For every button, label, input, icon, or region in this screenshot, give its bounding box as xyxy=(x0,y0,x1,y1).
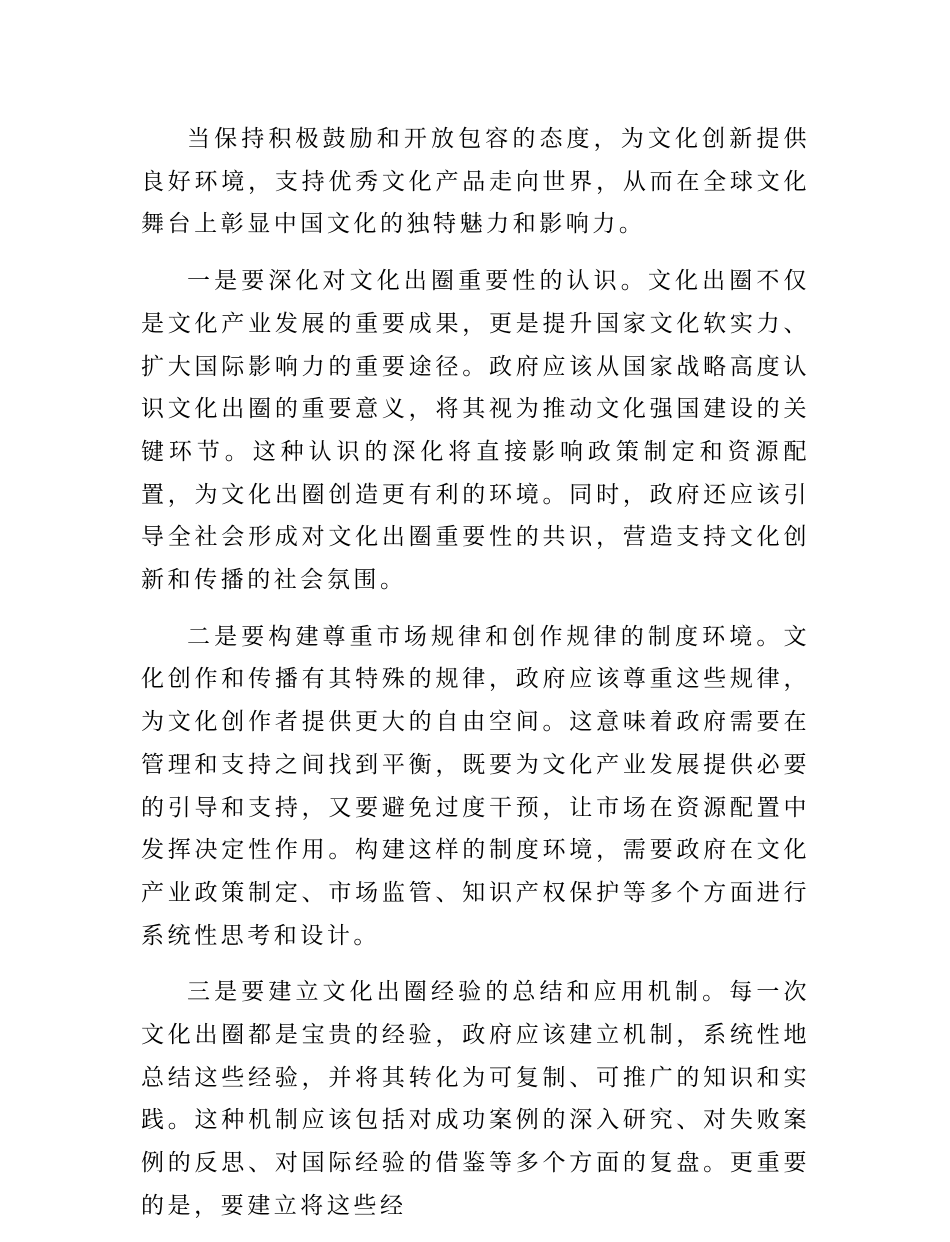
paragraph-point-one: 一是要深化对文化出圈重要性的认识。文化出圈不仅是文化产业发展的重要成果，更是提升国家文化软实力、扩大国际影响力的重要途径。政府应该从国家战略高度认识文化出圈的重要意义，将其视为推动文化强国建设的关键环节。这种认识的深化将直接影响政策制定和资源配置，为文化出圈创造更有利的环境。同时，政府还应该引导全社会形成对文化出圈重要性的共识，营造支持文化创新和传播的社会氛围。 xyxy=(141,268,810,594)
paragraph-point-three: 三是要建立文化出圈经验的总结和应用机制。每一次文化出圈都是宝贵的经验，政府应该建立机制，系统性地总结这些经验，并将其转化为可复制、可推广的知识和实践。这种机制应该包括对成功案例的深入研究、对失败案例的反思、对国际经验的借鉴等多个方面的复盘。更重要的是，要建立将这些经 xyxy=(141,979,810,1219)
paragraph-continuation: 当保持积极鼓励和开放包容的态度，为文化创新提供良好环境，支持优秀文化产品走向世界，从而在全球文化舞台上彰显中国文化的独特魅力和影响力。 xyxy=(141,126,810,238)
paragraph-point-two: 二是要构建尊重市场规律和创作规律的制度环境。文化创作和传播有其特殊的规律，政府应该尊重这些规律，为文化创作者提供更大的自由空间。这意味着政府需要在管理和支持之间找到平衡，既要为文化产业发展提供必要的引导和支持，又要避免过度干预，让市场在资源配置中发挥决定性作用。构建这样的制度环境，需要政府在文化产业政策制定、市场监管、知识产权保护等多个方面进行系统性思考和设计。 xyxy=(141,623,810,949)
document-page xyxy=(141,118,810,1242)
